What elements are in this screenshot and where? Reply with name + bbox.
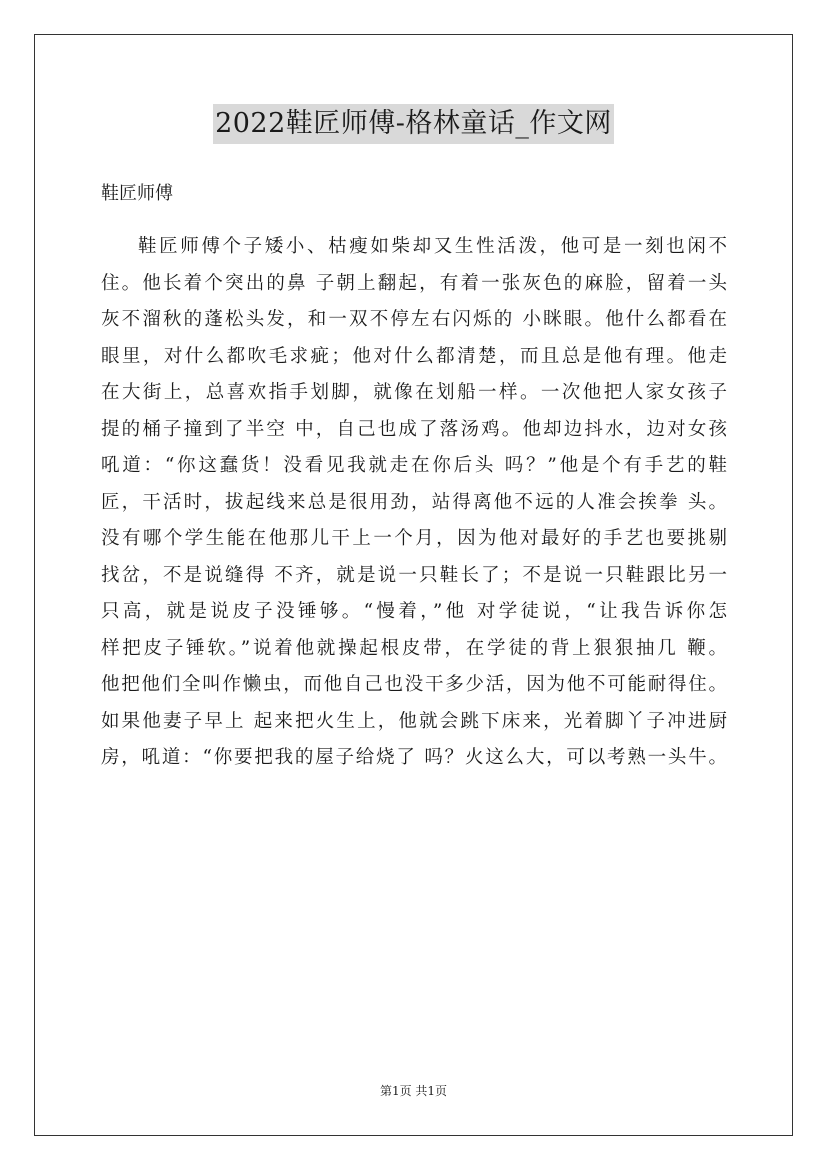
- paragraph-line: 匠，干活时，拔起线来总是很用劲，站得离他不远的人准会挨拳 头。: [101, 491, 727, 513]
- paragraph-line: 眼里，对什么都吹毛求疵；他对什么都清楚，而且总是他有理。他走: [101, 345, 727, 367]
- paragraph-line: 找岔，不是说缝得 不齐，就是说一只鞋长了；不是说一只鞋跟比另一: [101, 564, 727, 586]
- section-heading: 鞋匠师傅: [101, 183, 173, 204]
- title-area: [0, 104, 827, 144]
- paragraph-line: 住。他长着个突出的鼻 子朝上翻起，有着一张灰色的麻脸，留着一头: [101, 272, 727, 294]
- page-title: 2022鞋匠师傅-格林童话_作文网: [213, 104, 614, 144]
- paragraph-line: 吼道：“你这蠢货！没看见我就走在你后头 吗？”他是个有手艺的鞋: [101, 455, 727, 476]
- paragraph-line: 如果他妻子早上 起来把火生上，他就会跳下床来，光着脚丫子冲进厨: [101, 710, 727, 732]
- paragraph-line: 他把他们全叫作懒虫，而他自己也没干多少活，因为他不可能耐得住。: [101, 674, 727, 695]
- paragraph-line: 提的桶子撞到了半空 中，自己也成了落汤鸡。他却边抖水，边对女孩: [101, 418, 727, 440]
- paragraph-line: 鞋匠师傅个子矮小、枯瘦如柴却又生性活泼，他可是一刻也闲不: [138, 236, 727, 257]
- paragraph-line: 房，吼道：“你要把我的屋子给烧了 吗？火这么大，可以考熟一头牛。: [101, 747, 727, 768]
- paragraph-line: 没有哪个学生能在他那儿干上一个月，因为他对最好的手艺也要挑剔: [101, 528, 727, 549]
- paragraph-line: 只高，就是说皮子没锤够。“慢着，”他 对学徒说，“让我告诉你怎: [101, 601, 727, 622]
- article-body: [101, 229, 727, 777]
- paragraph-line: 在大街上，总喜欢指手划脚，就像在划船一样。一次他把人家女孩子: [101, 382, 727, 403]
- paragraph-line: 样把皮子锤软。”说着他就操起根皮带，在学徒的背上狠狠抽几 鞭。: [101, 637, 727, 659]
- paragraph-line: 灰不溜秋的蓬松头发，和一双不停左右闪烁的 小眯眼。他什么都看在: [101, 309, 727, 330]
- page-number-footer: 第1页 共1页: [379, 1084, 448, 1098]
